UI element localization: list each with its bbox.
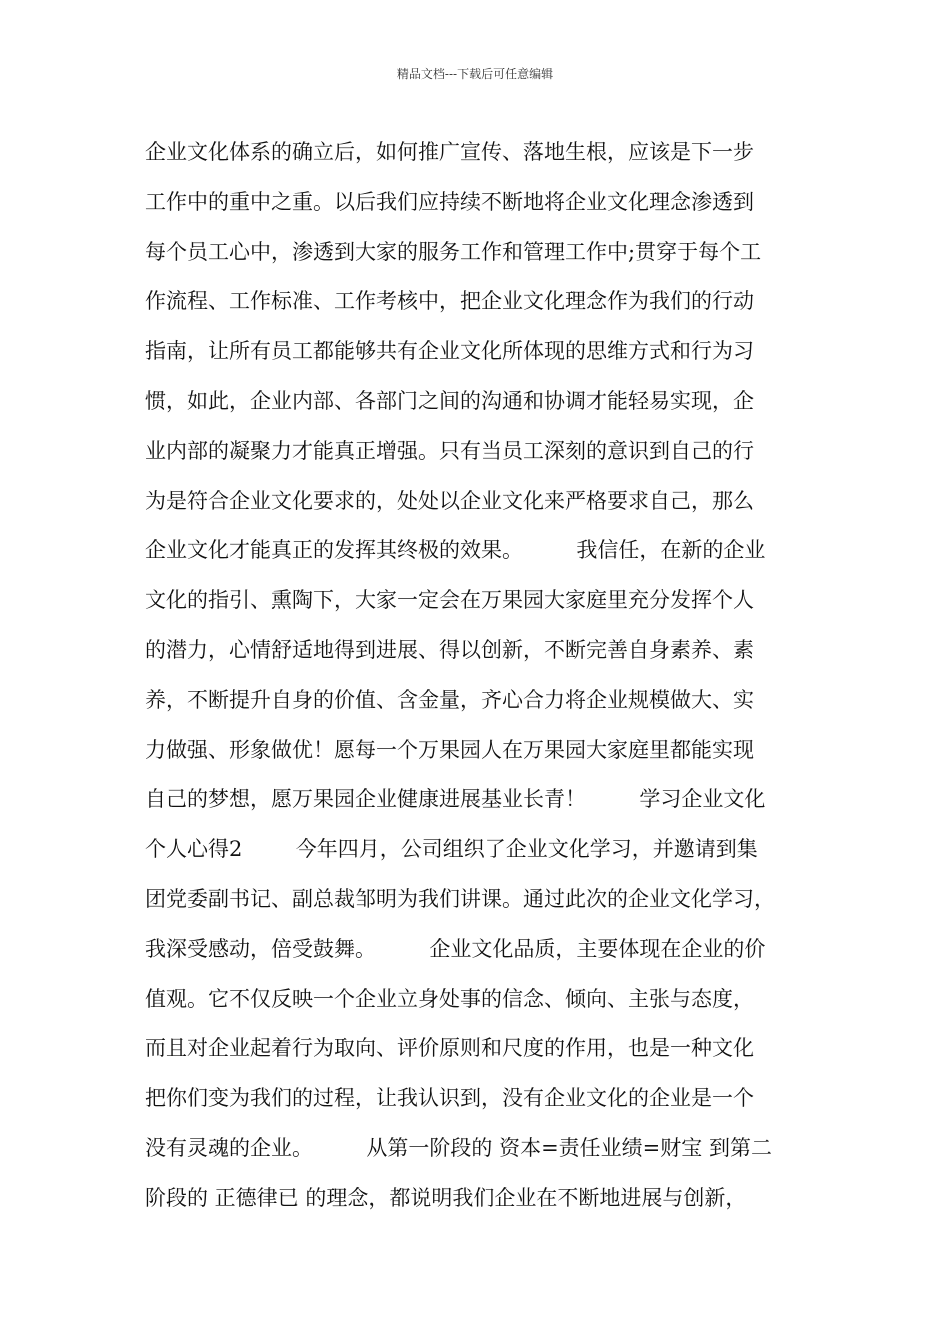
text-line: 而且对企业起着行为取向、评价原则和尺度的作用，也是一种文化 (145, 1036, 754, 1061)
text-line: 业内部的凝聚力才能真正增强。只有当员工深刻的意识到自己的行 (145, 438, 754, 463)
text-line: 团党委副书记、副总裁邹明为我们讲课。通过此次的企业文化学习， (145, 886, 775, 911)
body-text (145, 132, 825, 1228)
text-line: 作流程、工作标准、工作考核中，把企业文化理念作为我们的行动 (145, 289, 754, 314)
text-line: 力做强、形象做优！愿每一个万果园人在万果园大家庭里都能实现 (145, 737, 754, 762)
text-line: 值观。它不仅反映一个企业立身处事的信念、倾向、主张与态度， (145, 986, 754, 1011)
text-line: 养，不断提升自身的价值、含金量，齐心合力将企业规模做大、实 (145, 687, 754, 712)
text-line: 惯，如此，企业内部、各部门之间的沟通和协调才能轻易实现，企 (145, 388, 754, 413)
text-line: 文化的指引、熏陶下，大家一定会在万果园大家庭里充分发挥个人 (145, 588, 754, 613)
text-line: 指南，让所有员工都能够共有企业文化所体现的思维方式和行为习 (145, 339, 754, 364)
text-line: 没有灵魂的企业。 从第一阶段的 资本=责任业绩=财宝 到第二 (145, 1135, 772, 1160)
text-line: 工作中的重中之重。以后我们应持续不断地将企业文化理念渗透到 (145, 189, 754, 214)
text-line: 为是符合企业文化要求的，处处以企业文化来严格要求自己，那么 (145, 488, 754, 513)
text-line: 每个员工心中，渗透到大家的服务工作和管理工作中;贯穿于每个工 (145, 239, 762, 264)
text-line: 自己的梦想，愿万果园企业健康进展基业长青！ 学习企业文化 (145, 787, 766, 812)
text-line: 的潜力，心情舒适地得到进展、得以创新，不断完善自身素养、素 (145, 637, 754, 662)
page-header: 精品文档---下载后可任意编辑 (396, 67, 554, 81)
text-line: 阶段的 正德律已 的理念，都说明我们企业在不断地进展与创新， (145, 1185, 747, 1210)
text-line: 企业文化才能真正的发挥其终极的效果。 我信任，在新的企业 (145, 538, 766, 563)
text-line: 把你们变为我们的过程，让我认识到，没有企业文化的企业是一个 (145, 1086, 754, 1111)
text-line: 企业文化体系的确立后，如何推广宣传、落地生根，应该是下一步 (145, 140, 754, 164)
text-line: 个人心得2 今年四月，公司组织了企业文化学习，并邀请到集 (145, 837, 758, 862)
text-line: 我深受感动，倍受鼓舞。 企业文化品质，主要体现在企业的价 (145, 936, 766, 961)
